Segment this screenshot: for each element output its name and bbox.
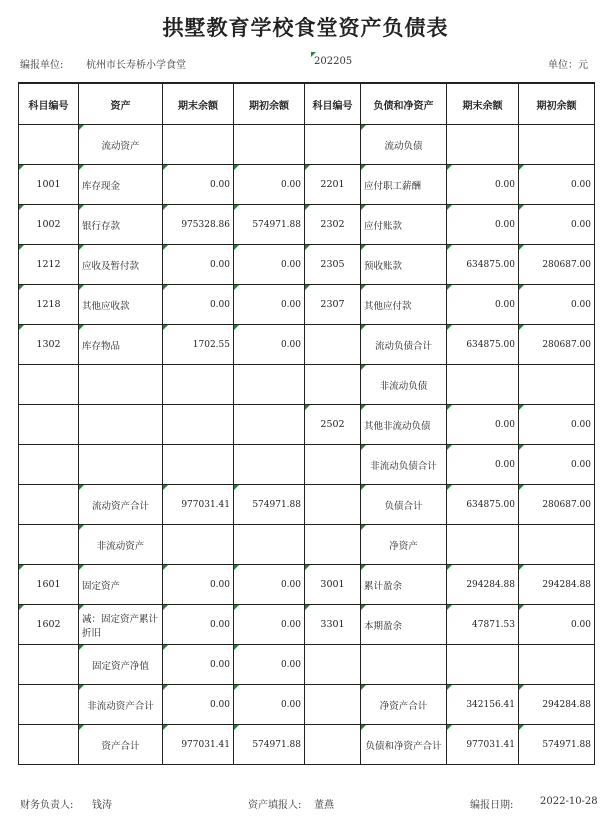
table-cell-l-code: 2305 — [305, 245, 361, 285]
table-cell-a-code: 1218 — [19, 285, 79, 325]
table-cell-a-end: 0.00 — [163, 245, 234, 285]
unit-label: 编报单位: — [20, 60, 64, 71]
table-cell-l-end: 342156.41 — [447, 685, 519, 725]
table-cell-a-name: 库存现金 — [79, 165, 163, 205]
table-cell-a-name: 流动资产 — [79, 125, 163, 165]
table-cell-a-name: 资产合计 — [79, 725, 163, 765]
table-row — [19, 165, 595, 205]
table-row — [19, 285, 595, 325]
table-cell-l-begin — [519, 525, 595, 565]
header-cell: 期末余额 — [447, 83, 519, 125]
table-cell-a-begin — [234, 405, 305, 445]
table-cell-l-end: 0.00 — [447, 205, 519, 245]
table-cell-a-name: 固定资产 — [79, 565, 163, 605]
table-cell-a-end — [163, 525, 234, 565]
table-cell-a-code: 1212 — [19, 245, 79, 285]
table-cell-a-code — [19, 125, 79, 165]
header-cell: 负债和净资产 — [361, 83, 447, 125]
table-cell-a-end: 0.00 — [163, 685, 234, 725]
table-cell-a-end: 0.00 — [163, 605, 234, 645]
table-cell-a-begin: 0.00 — [234, 565, 305, 605]
table-cell-a-name: 其他应收款 — [79, 285, 163, 325]
table-cell-a-end: 977031.41 — [163, 485, 234, 525]
table-cell-a-begin: 0.00 — [234, 165, 305, 205]
finance-head-value: 钱涛 — [92, 800, 112, 811]
table-cell-l-end: 634875.00 — [447, 325, 519, 365]
table-cell-l-code: 2502 — [305, 405, 361, 445]
table-cell-a-begin: 0.00 — [234, 645, 305, 685]
table-cell-l-name: 应付账款 — [361, 205, 447, 245]
table-cell-a-end — [163, 405, 234, 445]
table-cell-a-begin — [234, 525, 305, 565]
table-row — [19, 205, 595, 245]
table-cell-l-name: 流动负债合计 — [361, 325, 447, 365]
table-cell-a-name: 流动资产合计 — [79, 485, 163, 525]
table-cell-a-code: 1601 — [19, 565, 79, 605]
table-cell-l-code: 2201 — [305, 165, 361, 205]
table-row — [19, 565, 595, 605]
header-cell: 期末余额 — [163, 83, 234, 125]
table-row — [19, 525, 595, 565]
table-cell-a-code — [19, 365, 79, 405]
table-cell-l-end: 0.00 — [447, 285, 519, 325]
table-cell-l-begin: 0.00 — [519, 405, 595, 445]
table-cell-a-end: 977031.41 — [163, 725, 234, 765]
table-cell-a-code — [19, 525, 79, 565]
preparer-value: 董燕 — [314, 800, 334, 811]
table-cell-a-name — [79, 405, 163, 445]
table-cell-l-name: 净资产合计 — [361, 685, 447, 725]
table-cell-l-begin: 294284.88 — [519, 685, 595, 725]
table-cell-a-begin: 0.00 — [234, 285, 305, 325]
table-cell-a-begin: 0.00 — [234, 325, 305, 365]
table-cell-a-end: 0.00 — [163, 645, 234, 685]
table-cell-l-begin — [519, 125, 595, 165]
table-cell-l-begin: 0.00 — [519, 205, 595, 245]
table-cell-l-name: 其他非流动负债 — [361, 405, 447, 445]
page-title: 拱墅教育学校食堂资产负债表 — [162, 16, 449, 40]
table-cell-a-end: 0.00 — [163, 285, 234, 325]
table-cell-l-code — [305, 525, 361, 565]
header-cell: 科目编号 — [305, 83, 361, 125]
table-cell-a-begin — [234, 445, 305, 485]
table-cell-a-code — [19, 645, 79, 685]
table-cell-a-name: 非流动资产合计 — [79, 685, 163, 725]
table-cell-a-name: 应收及暂付款 — [79, 245, 163, 285]
table-cell-l-name: 预收账款 — [361, 245, 447, 285]
table-cell-a-end — [163, 125, 234, 165]
table-cell-a-end: 975328.86 — [163, 205, 234, 245]
table-cell-a-begin: 0.00 — [234, 245, 305, 285]
table-cell-l-name: 非流动负债合计 — [361, 445, 447, 485]
table-cell-a-end — [163, 445, 234, 485]
unit-value: 杭州市长寿桥小学食堂 — [86, 60, 186, 71]
table-cell-l-end: 47871.53 — [447, 605, 519, 645]
table-cell-a-begin: 574971.88 — [234, 485, 305, 525]
table-row — [19, 485, 595, 525]
table-cell-l-code — [305, 325, 361, 365]
table-cell-l-name: 其他应付款 — [361, 285, 447, 325]
table-row — [19, 445, 595, 485]
table-cell-a-code: 1302 — [19, 325, 79, 365]
table-cell-a-code — [19, 405, 79, 445]
table-cell-l-begin — [519, 645, 595, 685]
header-cell: 科目编号 — [19, 83, 79, 125]
table-cell-l-name — [361, 645, 447, 685]
table-cell-l-begin: 280687.00 — [519, 325, 595, 365]
table-cell-l-end: 294284.88 — [447, 565, 519, 605]
table-cell-l-begin: 280687.00 — [519, 245, 595, 285]
table-row — [19, 325, 595, 365]
currency-unit: 单位：元 — [548, 60, 588, 71]
table-cell-l-name: 本期盈余 — [361, 605, 447, 645]
balance-sheet-table — [18, 82, 595, 765]
table-cell-l-begin: 280687.00 — [519, 485, 595, 525]
table-cell-l-name: 非流动负债 — [361, 365, 447, 405]
table-cell-a-name: 库存物品 — [79, 325, 163, 365]
table-cell-a-code: 1001 — [19, 165, 79, 205]
table-cell-l-begin: 0.00 — [519, 165, 595, 205]
table-cell-l-code: 3001 — [305, 565, 361, 605]
table-cell-a-name: 固定资产净值 — [79, 645, 163, 685]
finance-head-label: 财务负责人: — [20, 800, 74, 811]
table-cell-l-end: 977031.41 — [447, 725, 519, 765]
table-cell-a-end: 1702.55 — [163, 325, 234, 365]
report-date-value: 2022-10-28 — [540, 796, 598, 807]
table-cell-l-begin: 0.00 — [519, 285, 595, 325]
table-cell-a-code: 1602 — [19, 605, 79, 645]
table-cell-a-code — [19, 685, 79, 725]
table-row — [19, 365, 595, 405]
table-cell-l-end — [447, 525, 519, 565]
table-cell-a-code — [19, 725, 79, 765]
table-cell-a-begin: 0.00 — [234, 685, 305, 725]
table-cell-l-end: 0.00 — [447, 165, 519, 205]
table-cell-a-begin: 0.00 — [234, 605, 305, 645]
header-cell: 期初余额 — [234, 83, 305, 125]
table-cell-a-begin — [234, 125, 305, 165]
table-cell-a-code — [19, 485, 79, 525]
table-cell-l-end: 634875.00 — [447, 485, 519, 525]
table-cell-l-begin: 574971.88 — [519, 725, 595, 765]
report-date-label: 编报日期: — [470, 800, 514, 811]
table-row — [19, 605, 595, 645]
table-cell-l-code — [305, 725, 361, 765]
table-cell-a-code: 1002 — [19, 205, 79, 245]
table-row — [19, 645, 595, 685]
table-row — [19, 245, 595, 285]
table-cell-l-code — [305, 645, 361, 685]
table-cell-a-begin: 574971.88 — [234, 205, 305, 245]
table-cell-l-code — [305, 125, 361, 165]
table-cell-l-end: 634875.00 — [447, 245, 519, 285]
table-cell-l-code: 2302 — [305, 205, 361, 245]
header-cell: 资产 — [79, 83, 163, 125]
table-cell-l-code: 3301 — [305, 605, 361, 645]
report-period: 202205 — [314, 56, 353, 67]
table-cell-a-name — [79, 365, 163, 405]
table-cell-l-end: 0.00 — [447, 405, 519, 445]
table-row — [19, 685, 595, 725]
table-cell-l-code — [305, 485, 361, 525]
table-row — [19, 725, 595, 765]
table-cell-l-begin: 0.00 — [519, 605, 595, 645]
table-row — [19, 125, 595, 165]
table-cell-l-name: 累计盈余 — [361, 565, 447, 605]
table-cell-l-begin: 294284.88 — [519, 565, 595, 605]
table-cell-l-code: 2307 — [305, 285, 361, 325]
table-cell-a-begin — [234, 365, 305, 405]
table-cell-l-code — [305, 685, 361, 725]
table-cell-a-end — [163, 365, 234, 405]
table-cell-a-name — [79, 445, 163, 485]
table-cell-a-end: 0.00 — [163, 565, 234, 605]
table-cell-l-name: 负债合计 — [361, 485, 447, 525]
table-cell-l-name: 应付职工薪酬 — [361, 165, 447, 205]
table-cell-a-name: 银行存款 — [79, 205, 163, 245]
table-cell-l-code — [305, 365, 361, 405]
table-cell-l-begin — [519, 365, 595, 405]
table-cell-l-code — [305, 445, 361, 485]
table-cell-l-end — [447, 125, 519, 165]
table-row — [19, 405, 595, 445]
header-row — [19, 83, 595, 125]
table-cell-a-name: 非流动资产 — [79, 525, 163, 565]
table-cell-l-name: 流动负债 — [361, 125, 447, 165]
table-cell-l-name: 负债和净资产合计 — [361, 725, 447, 765]
table-cell-a-code — [19, 445, 79, 485]
table-cell-l-name: 净资产 — [361, 525, 447, 565]
table-cell-l-end: 0.00 — [447, 445, 519, 485]
table-cell-a-name: 减：固定资产累计折旧 — [79, 605, 163, 645]
table-cell-a-end: 0.00 — [163, 165, 234, 205]
table-cell-l-end — [447, 645, 519, 685]
preparer-label: 资产填报人: — [248, 800, 302, 811]
table-cell-a-begin: 574971.88 — [234, 725, 305, 765]
table-cell-l-end — [447, 365, 519, 405]
header-cell: 期初余额 — [519, 83, 595, 125]
table-cell-l-begin: 0.00 — [519, 445, 595, 485]
